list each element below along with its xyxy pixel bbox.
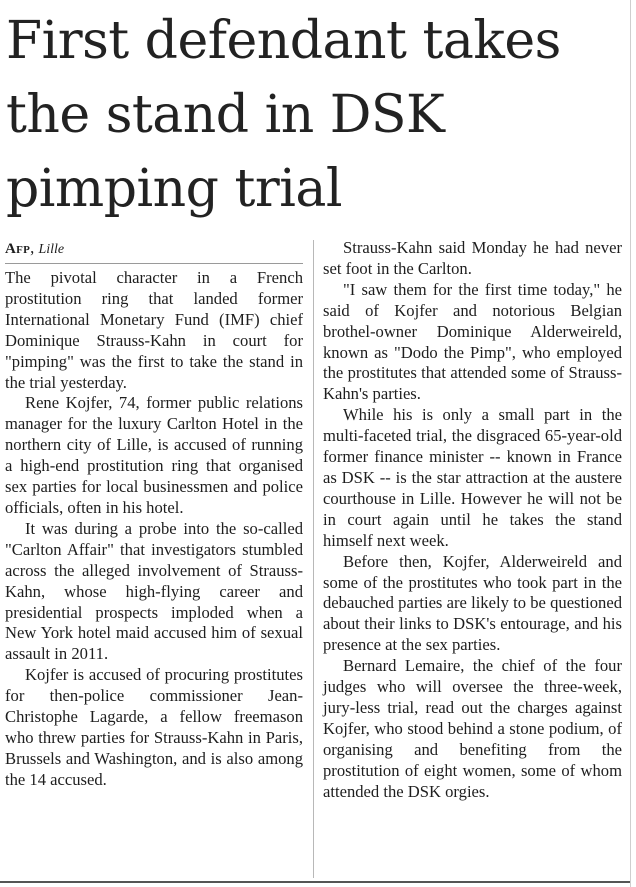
paragraph: Bernard Lemaire, the chief of the four judges who will oversee the three-week, jury-less trial, read out the charges against Kojfer, who stood behind a stone podium, of organising and benefiting from the prostitution of eight women, some of whom attended the DSK orgies. bbox=[323, 656, 622, 801]
article-column-left bbox=[5, 238, 303, 791]
paragraph: Rene Kojfer, 74, former public relations manager for the luxury Carlton Hotel in the northern city of Lille, is accused of running a high-end prostitution ring that organised sex parties for local businessmen and police officials, often in his hotel. bbox=[5, 393, 303, 517]
paragraph: While his is only a small part in the multi-faceted trial, the disgraced 65-year-old former finance minister -- known in France as DSK -- is the star attraction at the austere courthouse in Lille. However he will not be in court again until he takes the stand himself next week. bbox=[323, 405, 622, 550]
paragraph: Before then, Kojfer, Alderweireld and some of the prostitutes who took part in the debauched parties are likely to be questioned about their links to DSK's entourage, and his presence at the sex parties. bbox=[323, 551, 622, 655]
byline-city: Lille bbox=[38, 242, 65, 257]
headline-line: First defendant takes bbox=[6, 11, 561, 71]
page-edge-rule bbox=[630, 0, 631, 887]
headline bbox=[6, 4, 626, 226]
paragraph: Strauss-Kahn said Monday he had never set foot in the Carlton. bbox=[323, 238, 622, 278]
paragraph: It was during a probe into the so-called "Carlton Affair" that investigators stumbled across the alleged involvement of Strauss-Kahn, whose high-flying career and presidential prospects imploded when a New York hotel maid accused him of sexual assault in 2011. bbox=[5, 518, 303, 664]
byline-agency: Afp bbox=[5, 241, 31, 257]
headline-line: the stand in DSK bbox=[6, 85, 445, 145]
paragraph: Kojfer is accused of procuring prostitutes for then-police commissioner Jean-Christophe Lagarde, a fellow freemason who threw parties for Strauss-Kahn in Paris, Brussels and Washington, and is also among the 14 accused. bbox=[5, 665, 303, 789]
bottom-rule bbox=[0, 881, 630, 883]
headline-line: pimping trial bbox=[6, 159, 342, 219]
byline-separator: , bbox=[30, 238, 39, 257]
article-column-right bbox=[323, 238, 622, 802]
paragraph: "I saw them for the first time today," he said of Kojfer and notorious Belgian brothel-owner Dominique Alderweireld, known as "Dodo the Pimp", who employed the prostitutes that attended some of Strauss-Kahn's parties. bbox=[323, 279, 622, 404]
column-divider bbox=[313, 240, 314, 878]
byline bbox=[5, 238, 303, 264]
paragraph: The pivotal character in a French prostitution ring that landed former International Monetary Fund (IMF) chief Dominique Strauss-Kahn in court for "pimping" was the first to take the stand in the trial yesterday. bbox=[5, 268, 303, 392]
